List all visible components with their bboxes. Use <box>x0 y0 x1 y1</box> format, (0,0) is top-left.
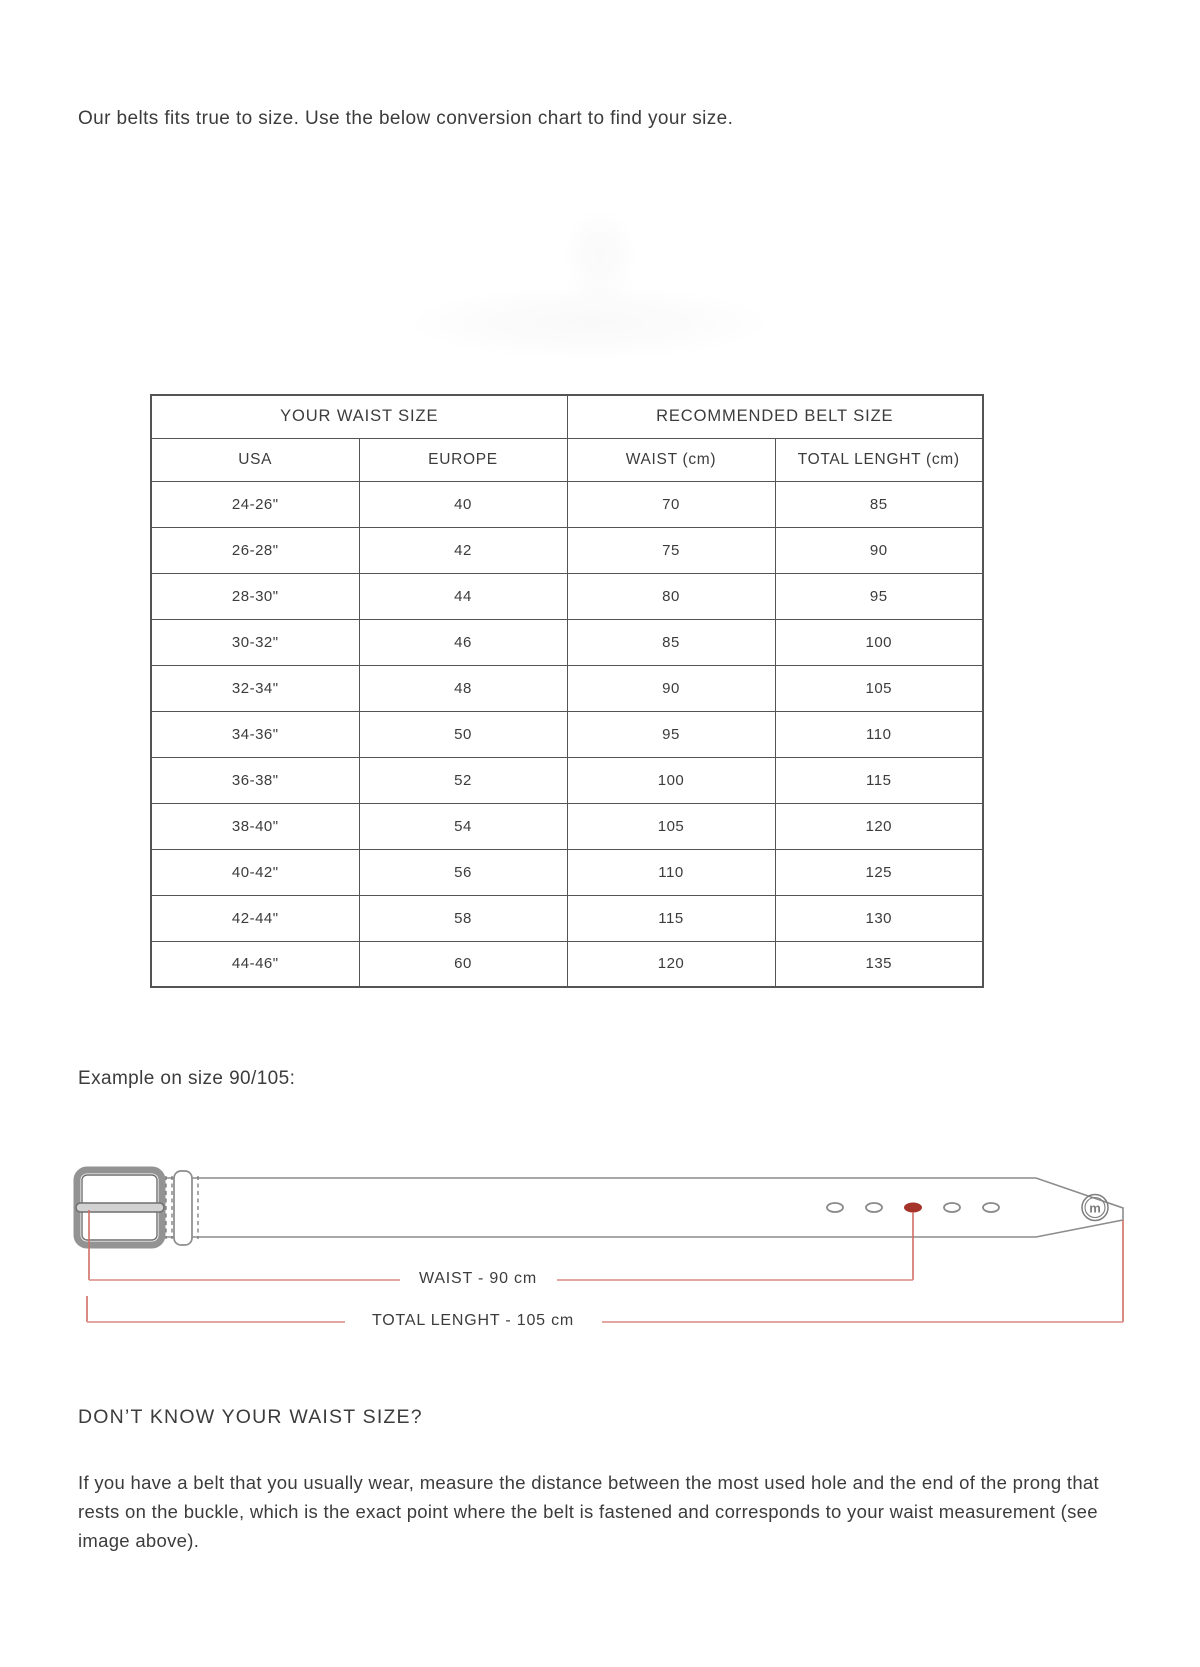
table-row <box>151 619 983 665</box>
cell-usa: 24-26" <box>151 481 359 527</box>
cell-total: 90 <box>775 527 983 573</box>
cell-usa: 32-34" <box>151 665 359 711</box>
belt-hole <box>827 1203 843 1212</box>
cell-usa: 42-44" <box>151 895 359 941</box>
cell-usa: 26-28" <box>151 527 359 573</box>
table-group-header-row <box>151 395 983 438</box>
column-header-europe: EUROPE <box>359 438 567 481</box>
cell-waist: 70 <box>567 481 775 527</box>
cell-europe: 44 <box>359 573 567 619</box>
table-row <box>151 527 983 573</box>
cell-waist: 115 <box>567 895 775 941</box>
example-label: Example on size 90/105: <box>78 1068 296 1089</box>
cell-total: 95 <box>775 573 983 619</box>
belt-diagram-svg <box>0 1160 1200 1370</box>
cell-usa: 28-30" <box>151 573 359 619</box>
cell-total: 130 <box>775 895 983 941</box>
table-row <box>151 573 983 619</box>
cell-total: 125 <box>775 849 983 895</box>
column-header-waist-cm: WAIST (cm) <box>567 438 775 481</box>
group-header-your-waist-size: YOUR WAIST SIZE <box>151 395 567 438</box>
cell-waist: 105 <box>567 803 775 849</box>
dont-know-heading: DON’T KNOW YOUR WAIST SIZE? <box>78 1406 423 1428</box>
cell-waist: 110 <box>567 849 775 895</box>
cell-europe: 60 <box>359 941 567 987</box>
group-header-recommended-belt-size: RECOMMENDED BELT SIZE <box>567 395 983 438</box>
belt-hole <box>866 1203 882 1212</box>
belt-hole-marked <box>904 1203 922 1213</box>
cell-usa: 30-32" <box>151 619 359 665</box>
cell-total: 85 <box>775 481 983 527</box>
cell-total: 115 <box>775 757 983 803</box>
table-row <box>151 803 983 849</box>
cell-europe: 40 <box>359 481 567 527</box>
cell-europe: 50 <box>359 711 567 757</box>
intro-text: Our belts fits true to size. Use the below conversion chart to find your size. <box>78 108 734 129</box>
measure-instructions-paragraph: If you have a belt that you usually wear, measure the distance between the most used hole and the end of the prong that rests on the buckle, which is the exact point where the belt is fastened and corresponds to your waist measurement (see image above). <box>78 1472 1099 1551</box>
cell-usa: 38-40" <box>151 803 359 849</box>
cell-total: 100 <box>775 619 983 665</box>
belt-keeper-loop <box>174 1171 192 1245</box>
cell-waist: 100 <box>567 757 775 803</box>
table-row <box>151 711 983 757</box>
cell-waist: 75 <box>567 527 775 573</box>
table-row <box>151 665 983 711</box>
svg-text:m: m <box>1089 1200 1101 1216</box>
size-conversion-table <box>150 394 984 988</box>
cell-europe: 46 <box>359 619 567 665</box>
cell-europe: 56 <box>359 849 567 895</box>
column-header-total-lenght-cm: TOTAL LENGHT (cm) <box>775 438 983 481</box>
cell-europe: 42 <box>359 527 567 573</box>
belt-hole <box>983 1203 999 1212</box>
belt-measurement-diagram <box>0 1160 1200 1370</box>
cell-usa: 44-46" <box>151 941 359 987</box>
cell-usa: 36-38" <box>151 757 359 803</box>
cell-waist: 80 <box>567 573 775 619</box>
cell-waist: 120 <box>567 941 775 987</box>
table-row <box>151 849 983 895</box>
cell-waist: 90 <box>567 665 775 711</box>
total-length-measure-label: TOTAL LENGHT - 105 cm <box>366 1312 580 1330</box>
cell-total: 105 <box>775 665 983 711</box>
table-column-header-row <box>151 438 983 481</box>
table-row <box>151 941 983 987</box>
belt-strap <box>160 1178 1123 1237</box>
cell-europe: 58 <box>359 895 567 941</box>
table-row <box>151 481 983 527</box>
cell-usa: 40-42" <box>151 849 359 895</box>
cell-europe: 52 <box>359 757 567 803</box>
cell-total: 135 <box>775 941 983 987</box>
cell-waist: 95 <box>567 711 775 757</box>
cell-total: 110 <box>775 711 983 757</box>
column-header-usa: USA <box>151 438 359 481</box>
cell-usa: 34-36" <box>151 711 359 757</box>
waist-measure-label: WAIST - 90 cm <box>413 1270 543 1288</box>
faint-belt-photo <box>340 195 840 365</box>
cell-europe: 48 <box>359 665 567 711</box>
cell-europe: 54 <box>359 803 567 849</box>
cell-waist: 85 <box>567 619 775 665</box>
table-row <box>151 895 983 941</box>
belt-hole <box>944 1203 960 1212</box>
cell-total: 120 <box>775 803 983 849</box>
table-row <box>151 757 983 803</box>
